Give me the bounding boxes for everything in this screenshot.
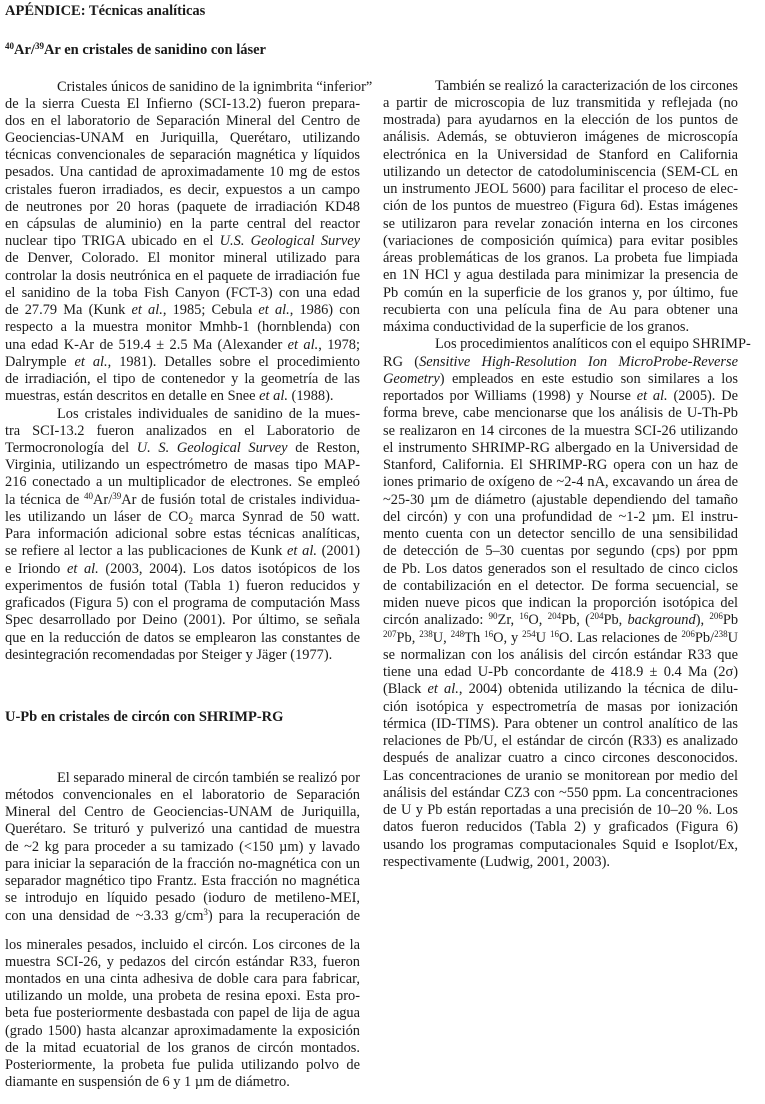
text-line: con una densidad de ~3.33 $g/cm^3$) para la recuperación de [5,907,360,924]
text-line: (variaciones de composición química) para evitar posibles [383,233,738,249]
text-line: Geometry) empleados en este estudio son similares a los [383,371,738,387]
text-line: Las concentraciones de uranio se monitorean por medio del [383,768,738,784]
section-heading-u-pb: U-Pb en cristales de circón con SHRIMP-RG [5,709,284,725]
text-line: iones primario de oxígeno de ~2-4 nA, excavando un área de [383,474,738,490]
text-line: en 1N HCl y agua destilada para minimizar la presencia de [383,267,738,283]
text-line: pesados. Una cantidad de aproximadamente 10 mg de estos [5,164,360,180]
text-line: datos fueron reducidos (Tabla 2) y graficados (Figura 6) [383,819,738,835]
text-line: se introdujo en líquido pesado (ioduro de metileno-MEI, [5,890,360,906]
text-line: Stanford, California. El SHRIMP-RG opera con un haz de [383,457,738,473]
section-heading-ar-ar: $^{40}$Ar/$^{39}$Ar en cristales de sanidino con láser [5,41,266,58]
text-line: de Denver, Colorado. El monitor mineral utilizado para [5,250,360,266]
text-line: (grado 1500) hasta alcanzar aproximadamente la exposición [5,1023,360,1039]
text-line: diamante en suspensión de 6 y 1 µm de diámetro. [5,1074,290,1090]
text-line: utilizando un detector de catodoluminiscencia (SEM-CL en [383,164,738,180]
text-line: de neutrones por 20 horas (paquete de irradiación KD48 [5,199,360,215]
text-line: de Pb. Los datos generados son el resultado de cinco ciclos [383,561,738,577]
text-line: e Iriondo et al. (2003, 2004). Los datos isotópicos de los [5,561,360,577]
text-line: Para información adicional sobre estas técnicas analíticas, [5,526,360,542]
text-line: respecto a la muestra monitor Mmhb-1 (hornblenda) con [5,319,360,335]
text-line: El separado mineral de circón también se realizó por [57,770,360,786]
text-line: de detección de 5–30 cuentas por segundo (cps) por ppm [383,543,738,559]
text-line: que en la reducción de datos se emplearon las constantes de [5,630,360,646]
text-line: mento cuenta con un detector sencillo de una sensibilidad [383,526,738,542]
text-line: miden nueve picos que indican la proporción isotópica del [383,595,738,611]
text-line: para iniciar la separación de la fracción no-magnética con un [5,856,360,872]
text-line: ~25-30 µm de diámetro (ajustable dependiendo del tamaño [383,492,738,508]
text-line: análisis del estándar CZ3 con ~550 ppm. La concentraciones [383,785,738,801]
text-line: experimentos de fusión total (Tabla 1) fueron reducidos y [5,578,360,594]
text-line: en cápsulas de aluminio) en la parte central del reactor [5,216,360,232]
text-line: controlar la dosis neutrónica en el paquete de irradiación fue [5,268,360,284]
text-line: de irradiación, el tipo de contenedor y la geometría de las [5,371,360,387]
text-line: térmica (ID-TIMS). Para obtener un control analítico de las [383,716,738,732]
text-line: Los procedimientos analíticos con el equipo SHRIMP- [435,336,751,352]
text-line: se refiere al lector a las publicaciones de Kunk et al. (2001) [5,543,361,559]
text-line: les utilizando un láser de $CO_2$ marca Synrad de 50 watt. [5,509,360,526]
text-line: de la sierra Cuesta El Infierno (SCI-13.2) fueron prepara- [5,96,360,112]
text-line: métodos convencionales en el laboratorio de Separación [5,787,360,803]
text-line: se realizaron en 14 circones de la muestra SCI-26 utilizando [383,423,738,439]
text-line: de 27.79 Ma (Kunk et al., 1985; Cebula et al., 1986) con [5,302,360,318]
text-line: 216 conectado a un multiplicador de electrones. Se empleó [5,474,360,490]
text-line: $^{207}$Pb, $^{238}$U, $^{248}$Th $^{16}$O, y $^{254}$U $^{16}$O. Las relaciones de $^{206}$Pb/$^{238}$U [383,629,738,646]
text-line: Geociencias-UNAM en Juriquilla, Querétaro, utilizando [5,130,360,146]
text-line: el instrumento SHRIMP-RG albergado en la Universidad de [383,440,738,456]
text-line: RG (Sensitive High-Resolution Ion MicroProbe-Reverse [383,354,738,370]
text-line: respectivamente (Ludwig, 2001, 2003). [383,854,610,870]
text-line: Posteriormente, la probeta fue pulida utilizando polvo de [5,1057,360,1073]
text-line: se utilizaron para revelar zonación interna en los circones [383,216,738,232]
text-line: circón analizado: $^{90}$Zr, $^{16}$O, $^{204}$Pb, ($^{204}$Pb, background), $^{206}$Pb [383,611,739,628]
text-line: dos en el laboratorio de Separación Mineral del Centro de [5,113,360,129]
text-line: También se realizó la caracterización de los circones [435,78,738,94]
text-line: reportados por Williams (1998) y Nourse et al. (2005). De [383,388,738,404]
text-line: una edad K-Ar de 519.4 ± 2.5 Ma (Alexander et al., 1978; [5,337,360,353]
text-line: Querétaro. Se trituró y pulverizó una cantidad de muestra [5,821,360,837]
text-line: de U y Pb están reportadas a una precisión de 10–20 %. Los [383,802,738,818]
text-line: relaciones de Pb/U, el estándar de circón (R33) es analizado [383,733,738,749]
text-line: usando los programas computacionales Squid e Isoplot/Ex, [383,837,738,853]
text-line: recubierta con una película fina de Au para obtener una [383,302,738,318]
text-line: el sanidino de la toba Fish Canyon (FCT-3) con una edad [5,285,360,301]
text-line: un instrumento JEOL 5600) para facilitar el proceso de elec- [383,181,738,197]
text-line: forma breve, cabe mencionarse que los análisis de U-Th-Pb [383,405,738,421]
text-line: graficados (Figura 5) con el programa de computación Mass [5,595,360,611]
text-line: beta fue posteriormente desbastada con papel de lija de agua [5,1005,360,1021]
text-line: Termocronología del U. S. Geological Survey de Reston, [5,440,361,456]
text-line: la técnica de $^{40}$Ar/$^{39}$Ar de fusión total de cristales individua- [5,491,360,508]
text-line: los minerales pesados, incluido el circón. Los circones de la [5,937,360,953]
text-line: Spec desarrollado por Deino (2001). Por último, se señala [5,612,360,628]
text-line: tra SCI-13.2 fueron analizados en el Laboratorio de [5,423,360,439]
text-line: análisis. Además, se obtuvieron imágenes de microscopía [383,129,738,145]
text-line: Cristales únicos de sanidino de la ignimbrita “inferior” [57,79,373,95]
text-line: de ~2 kg para proceder a su tamizado (<150 µm) y lavado [5,839,360,855]
text-line: Los cristales individuales de sanidino de la mues- [57,406,360,422]
text-line: de contabilización en el detector. De forma secuencial, se [383,578,738,594]
text-line: máxima conductividad de la superficie de los granos. [383,319,690,335]
text-line: mostrada) para ayudarnos en la elección de los puntos de [383,112,738,128]
text-line: después de analizar cuatro a cinco circones desconocidos. [383,750,738,766]
text-line: electrónica en la Universidad de Stanford en California [383,147,738,163]
text-line: se normalizan con los análisis del circón estándar R33 que [383,647,738,663]
text-line: ción de los puntos de muestreo (Figura 6d). Estas imágenes [383,198,738,214]
text-line: nuclear tipo TRIGA ubicado en el U.S. Geological Survey [5,233,361,249]
text-line: separador magnético tipo Frantz. Esta fracción no magnética [5,873,360,889]
text-line: cristales fueron irradiados, es decir, expuestos a un campo [5,182,360,198]
text-line: Dalrymple et al., 1981). Detalles sobre el procedimiento [5,354,360,370]
text-line: muestra SCI-26, y pedazos del circón estándar R33, fueron [5,954,360,970]
text-line: Virginia, utilizando un espectrómetro de masas tipo MAP- [5,457,360,473]
text-line: muestras, están descritos en detalle en Snee et al. (1988). [5,388,334,404]
text-line: desintegración recomendadas por Steiger y Jäger (1977). [5,647,333,663]
text-line: (Black et al., 2004) obtenida utilizando la técnica de dilu- [383,681,739,697]
text-line: tiene una edad U-Pb concordante de 418.9 ± 0.4 Ma (2σ) [383,664,738,680]
text-line: ción isotópica y espectrometría de masas por ionización [383,699,738,715]
text-line: de la mitad ecuatorial de los granos de circón montados. [5,1040,360,1056]
text-line: montados en una cinta adhesiva de doble cara para fabricar, [5,971,360,987]
text-line: del circón) y con una profundidad de ~1-2 µm. El instru- [383,509,738,525]
text-line: áreas problemáticas de los granos. La probeta fue limpiada [383,250,738,266]
text-line: a partir de microscopia de luz transmitida y reflejada (no [383,95,738,111]
text-line: Mineral del Centro de Geociencias-UNAM de Juriquilla, [5,804,360,820]
appendix-title: APÉNDICE: Técnicas analíticas [5,3,206,19]
text-line: utilizando un molde, una probeta de resina epoxi. Esta pro- [5,988,360,1004]
text-line: técnicas convencionales de separación magnética y líquidos [5,147,360,163]
text-line: Pb común en la superficie de los granos y, por último, fue [383,285,738,301]
